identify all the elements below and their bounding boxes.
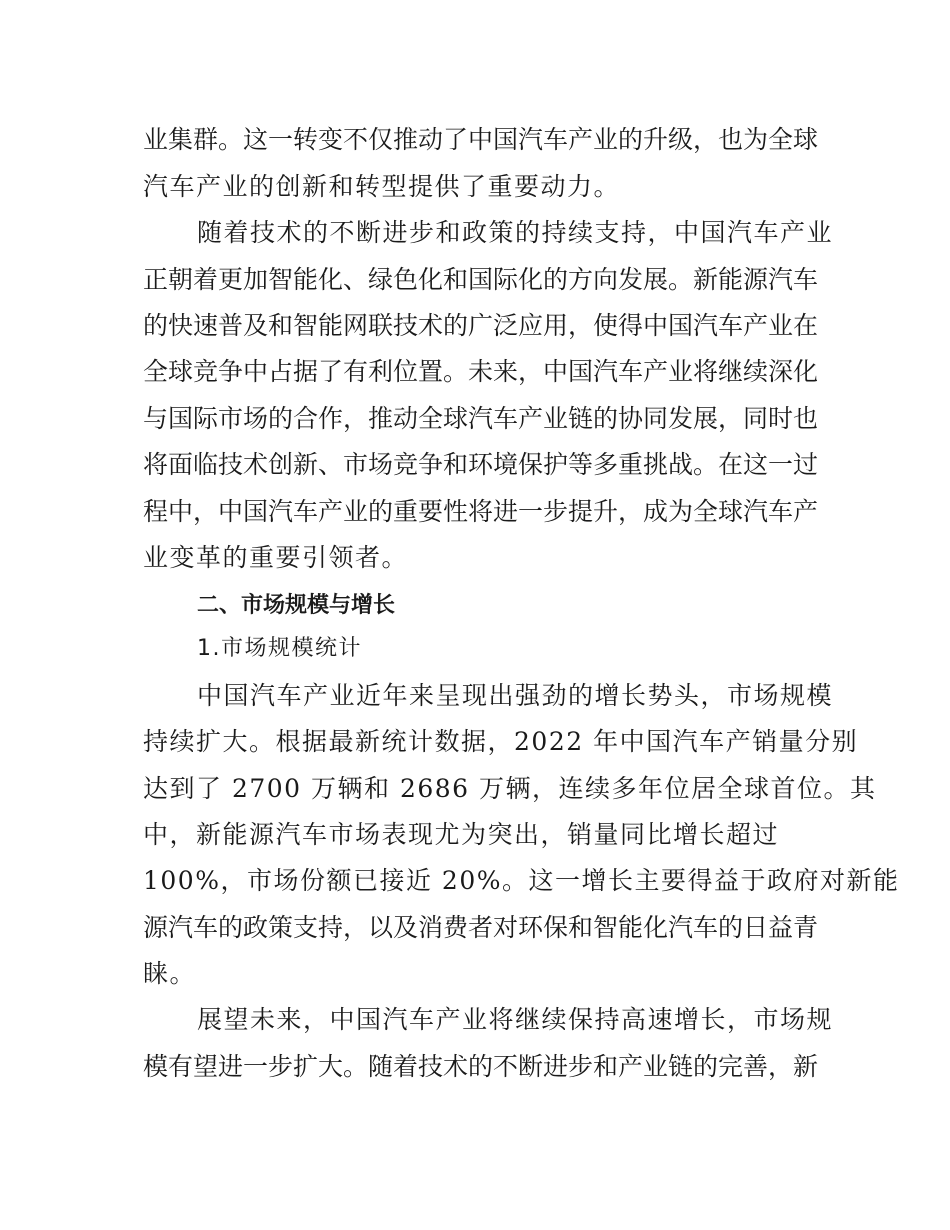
paragraph-4-line-2: 模有望进一步扩大。随着技术的不断进步和产业链的完善，新	[143, 1052, 819, 1081]
paragraph-3-line-4: 中，新能源汽车市场表现尤为突出，销量同比增长超过	[143, 820, 780, 849]
paragraph-2-line-6: 将面临技术创新、市场竞争和环境保护等多重挑战。在这一过	[143, 450, 819, 479]
paragraph-2-line-8: 业变革的重要引领者。	[143, 543, 409, 572]
subsection-heading: 1.市场规模统计	[197, 636, 362, 661]
paragraph-2-line-3: 的快速普及和智能网联技术的广泛应用，使得中国汽车产业在	[143, 311, 819, 340]
paragraph-3-line-7: 睐。	[143, 959, 197, 988]
paragraph-3-line-2: 持续扩大。根据最新统计数据，2022 年中国汽车产销量分别	[143, 727, 859, 756]
paragraph-2-line-5: 与国际市场的合作，推动全球汽车产业链的协同发展，同时也	[143, 404, 819, 433]
paragraph-4-line-1: 展望未来，中国汽车产业将继续保持高速增长，市场规	[197, 1005, 834, 1034]
section-heading: 二、市场规模与增长	[197, 593, 396, 618]
paragraph-2-line-2: 正朝着更加智能化、绿色化和国际化的方向发展。新能源汽车	[143, 265, 819, 294]
paragraph-3-line-5: 100%，市场份额已接近 20%。这一增长主要得益于政府对新能	[143, 866, 900, 895]
paragraph-1-line-1: 业集群。这一转变不仅推动了中国汽车产业的升级，也为全球	[143, 125, 819, 154]
paragraph-2-line-4: 全球竞争中占据了有利位置。未来，中国汽车产业将继续深化	[143, 357, 819, 386]
paragraph-3-line-1: 中国汽车产业近年来呈现出强劲的增长势头，市场规模	[197, 681, 834, 710]
paragraph-2-line-1: 随着技术的不断进步和政策的持续支持，中国汽车产业	[197, 218, 834, 247]
paragraph-3-line-3: 达到了 2700 万辆和 2686 万辆，连续多年位居全球首位。其	[143, 774, 877, 803]
paragraph-3-line-6: 源汽车的政策支持，以及消费者对环保和智能化汽车的日益青	[143, 913, 819, 942]
paragraph-1-line-2: 汽车产业的创新和转型提供了重要动力。	[143, 172, 621, 201]
paragraph-2-line-7: 程中，中国汽车产业的重要性将进一步提升，成为全球汽车产	[143, 497, 819, 526]
